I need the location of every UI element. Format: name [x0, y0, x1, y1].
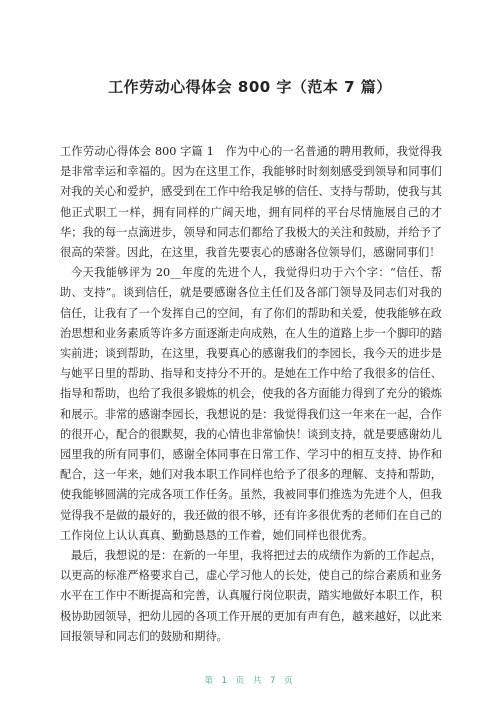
document-title: 工作劳动心得体会 800 字（范本 7 篇）: [108, 78, 392, 96]
paragraph-3: 最后，我想说的是：在新的一年里，我将把过去的成绩作为新的工作起点，以更高的标准严格要求自己，虚心学习他人的长处，使自己的综合素质和业务水平在工作中不断提高和完善，认真履行岗位职责，踏实地做好本职工作，积极协助园领导，把幼儿园的各项工作开展的更加有声有色，越来越好，以此来回报领导和同志们的鼓励和期待。: [60, 549, 442, 643]
paragraph-1: 工作劳动心得体会 800 字篇 1 作为中心的一名普通的聘用教师，我觉得我是非常幸运和幸福的。因为在这里工作，我能够时时刻刻感受到领导和同事们对我的关心和爱护，感受到在工作中给我足够的信任、支持与帮助，使我与其他正式职工一样，拥有同样的广阔天地，拥有同样的平台尽情施展自己的才华；我的每一点滴进步，领导和同志们都给了我极大的关注和鼓励，并给予了很高的荣誉。因此，在这里，我首先要衷心的感谢各位领导们，感谢同事们！: [60, 145, 442, 260]
page-footer: 第 1 页 共 7 页: [204, 676, 296, 686]
paragraph-2: 今天我能够评为 20__年度的先进个人，我觉得归功于六个字：“信任、帮助、支持”。谈到信任，就是要感谢各位主任们及各部门领导及同志们对我的信任，让我有了一个发挥自己的空间，有了你们的帮助和关爱，使我能够在政治思想和业务素质等许多方面逐渐走向成熟，在人生的道路上步一个脚印的踏实前进；谈到帮助，在这里，我要真心的感谢我们的李园长，我今天的进步是与她平日里的帮助、指导和支持分不开的。是她在工作中给了我很多的信任、指导和帮助，也给了我很多锻炼的机会，使我的各方面能力得到了充分的锻炼和展示。非常的感谢李园长，我想说的是：我觉得我们这一年来在一起，合作的很开心，配合的很默契，我的心情也非常愉快！谈到支持，就是要感谢幼儿园里我的所有同事们，感谢全体同事在日常工作、学习中的相互支持、协作和配合，这一年来，她们对我本职工作同样也给予了很多的理解、支持和帮助，使我能够圆满的完成各项工作任务。虽然，我被同事们推选为先进个人，但我觉得我不是做的最好的，我还做的很不够，还有许多很优秀的老师们在自己的工作岗位上认认真真、勤勤恳恳的工作着，她们同样也很优秀。: [60, 266, 442, 542]
document-body: [60, 142, 442, 647]
